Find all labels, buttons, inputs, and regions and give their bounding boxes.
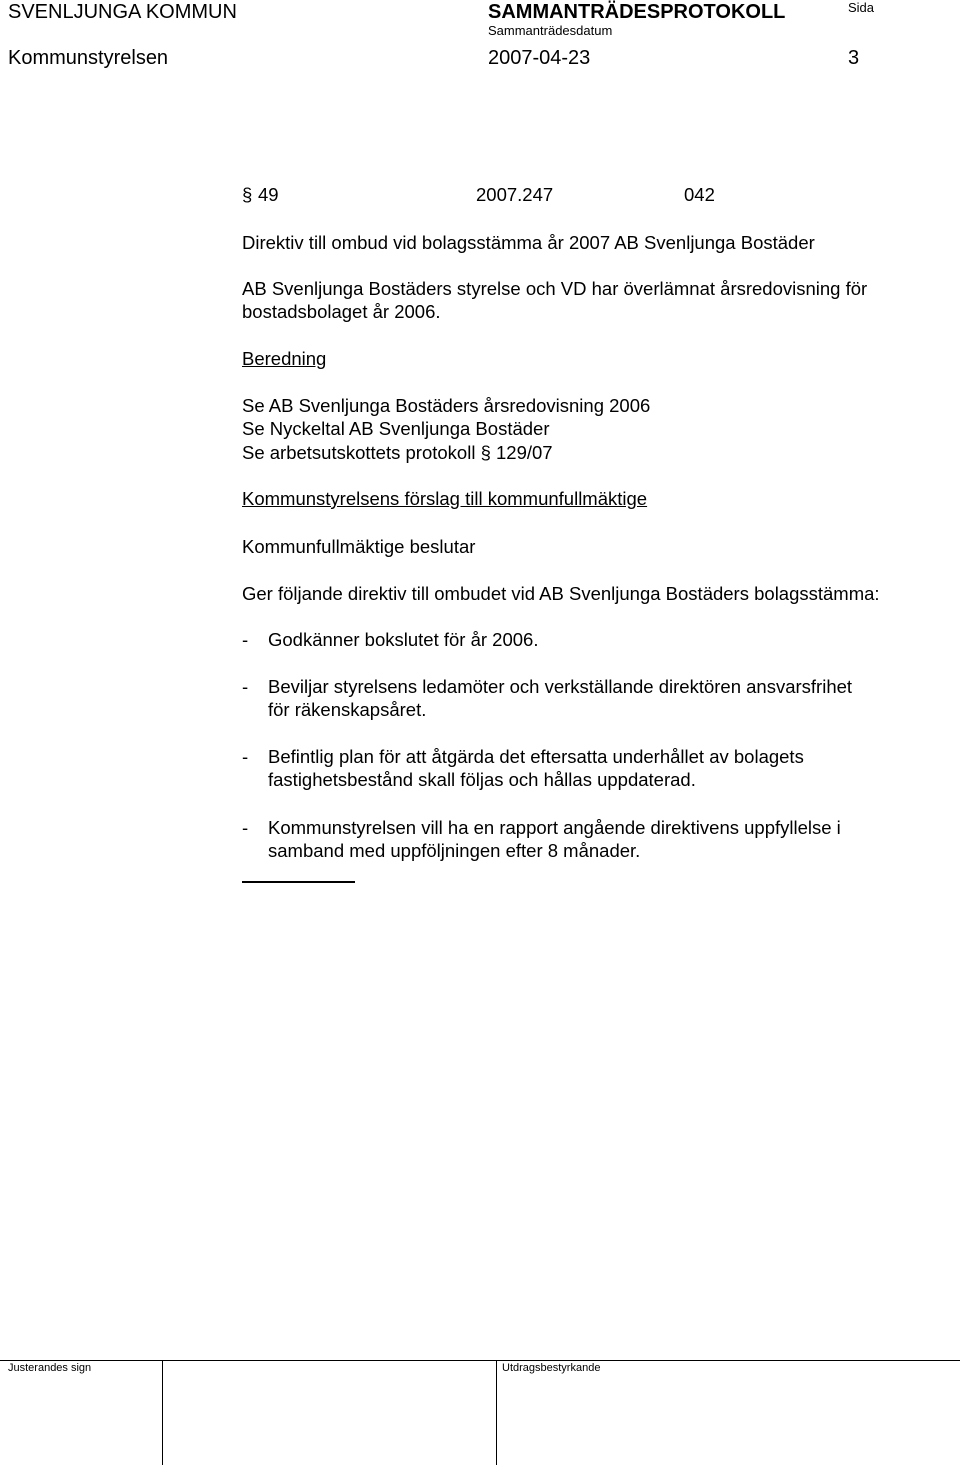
section-number: 49 [258, 184, 279, 205]
meeting-date: 2007-04-23 [488, 47, 591, 69]
footer-certification-label: Utdragsbestyrkande [502, 1362, 601, 1374]
document-type: SAMMANTRÄDESPROTOKOLL [488, 1, 786, 23]
footer-column-divider [496, 1360, 497, 1465]
directive-text: Godkänner bokslutet för år 2006. [268, 629, 539, 650]
end-rule [242, 881, 355, 883]
footer-column-divider [162, 1360, 163, 1465]
beredning-item [242, 441, 553, 464]
directive-text: Kommunstyrelsen vill ha en rapport angående direktivens uppfyllelse i [268, 817, 841, 838]
footer-divider [0, 1360, 960, 1361]
section-symbol: § [480, 442, 491, 463]
page-label: Sida [848, 0, 875, 15]
committee-name: Kommunstyrelsen [8, 47, 169, 69]
bullet-dash: - [242, 676, 249, 697]
beredning-heading: Beredning [242, 348, 327, 369]
directive-text-cont: fastighetsbestånd skall följas och hållas uppdaterad. [268, 769, 696, 790]
intro-line-1: AB Svenljunga Bostäders styrelse och VD har överlämnat årsredovisning för [242, 278, 868, 299]
decision-heading: Kommunfullmäktige beslutar [242, 536, 476, 557]
bullet-dash: - [242, 629, 249, 650]
page-number: 3 [848, 47, 860, 69]
section-symbol: § [242, 184, 253, 205]
directive-text-cont: för räkenskapsåret. [268, 699, 427, 720]
item-title: Direktiv till ombud vid bolagsstämma år 2007 AB Svenljunga Bostäder [242, 232, 815, 253]
municipality-name: SVENLJUNGA KOMMUN [8, 1, 237, 23]
meeting-date-label: Sammanträdesdatum [488, 23, 613, 38]
footer-sign-label: Justerandes sign [8, 1362, 92, 1374]
intro-line-2: bostadsbolaget år 2006. [242, 301, 441, 322]
beredning-item-ref: 129/07 [496, 442, 553, 463]
beredning-item: Se AB Svenljunga Bostäders årsredovisning 2006 [242, 395, 651, 416]
beredning-item-text: Se arbetsutskottets protokoll [242, 442, 476, 463]
proposal-heading: Kommunstyrelsens förslag till kommunfullmäktige [242, 488, 648, 509]
case-reference: 2007.247 [476, 184, 554, 205]
directive-text: Befintlig plan för att åtgärda det eftersatta underhållet av bolagets [268, 746, 804, 767]
bullet-dash: - [242, 746, 249, 767]
bullet-dash: - [242, 817, 249, 838]
beredning-item: Se Nyckeltal AB Svenljunga Bostäder [242, 418, 550, 439]
directive-text-cont: samband med uppföljningen efter 8 månader. [268, 840, 641, 861]
archive-code: 042 [684, 184, 715, 205]
directive-text: Beviljar styrelsens ledamöter och verkställande direktören ansvarsfrihet [268, 676, 853, 697]
decision-intro: Ger följande direktiv till ombudet vid AB Svenljunga Bostäders bolagsstämma: [242, 583, 880, 604]
